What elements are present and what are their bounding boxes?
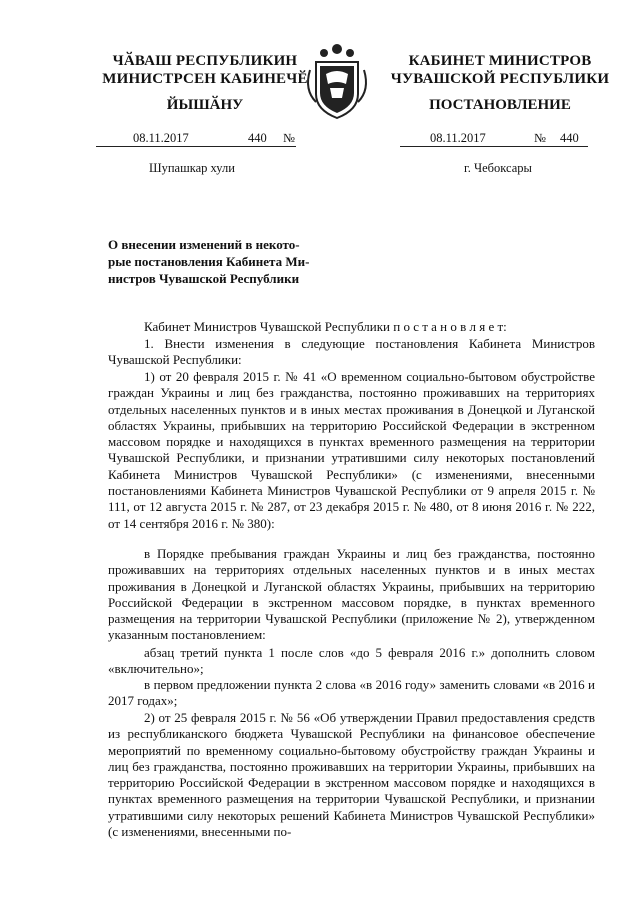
paragraph-4: абзац третий пункта 1 после слов «до 5 февраля 2016 г.» дополнить словом «включительно»; [108,645,595,677]
left-number: 440 [248,131,267,145]
left-org-line1: ЧӐВАШ РЕСПУБЛИКИН [112,53,298,69]
right-doc-type: ПОСТАНОВЛЕНИЕ [429,97,571,113]
left-city: Шупашкар хули [149,161,235,175]
left-org-name [80,52,330,88]
right-date: 08.11.2017 [430,131,486,145]
document-title [108,236,348,287]
intro-paragraph [108,319,595,335]
left-org-line2: МИНИСТРСЕН КАБИНЕЧӖ [102,71,308,87]
intro-prefix: Кабинет Министров Чувашской Республики [144,319,394,334]
title-line-3: нистров Чувашской Республики [108,271,300,286]
right-org-line1: КАБИНЕТ МИНИСТРОВ [408,53,592,69]
left-number-sign: № [283,131,295,145]
intro-decree-word: п о с т а н о в л я е т: [393,319,507,334]
emblem-icon [302,40,372,120]
paragraph-2: 1) от 20 февраля 2015 г. № 41 «О временном социально-бытовом обустройстве граждан Украины и лиц без гражданства, постоянно проживавших на территориях отдельных населенных пунктов и в иных местах проживания в Донецкой и Луганской областях Украины, прибывших на территорию Российской Федерации в экстренном массовом порядке и находящихся в пунктах временного размещения на территории Чувашской Республики, и признании утратившими силу некоторых постановлений Кабинета Министров Чувашской Республики» (с изменениями, внесенными постановлениями Кабинета Министров Чувашской Республики от 9 апреля 2015 г. № 111, от 12 августа 2015 г. № 287, от 23 декабря 2015 г. № 480, от 8 июня 2016 г. № 222, от 14 сентября 2016 г. № 380): [108,369,595,531]
paragraph-1: 1. Внести изменения в следующие постановления Кабинета Министров Чувашской Республики: [108,336,595,368]
left-doc-type: ЙЫШӐНУ [166,97,244,113]
title-line-2: рые постановления Кабинета Ми- [108,254,310,269]
left-date: 08.11.2017 [133,131,189,145]
right-org-line2: ЧУВАШСКОЙ РЕСПУБЛИКИ [390,71,610,87]
right-number-sign: № [534,131,546,145]
right-org-name [375,52,625,88]
right-city: г. Чебоксары [464,161,532,175]
right-number: 440 [560,131,579,145]
paragraph-5: в первом предложении пункта 2 слова «в 2016 году» заменить словами «в 2016 и 2017 годах»; [108,677,595,709]
title-line-1: О внесении изменений в некото- [108,237,300,252]
paragraph-6: 2) от 25 февраля 2015 г. № 56 «Об утверждении Правил предоставления средств из республиканского бюджета Чувашской Республики на финансовое обеспечение мероприятий по временному социально-бытовому обустройству граждан Украины и лиц без гражданства, постоянно проживавших на территории Украины, прибывших на территорию Российской Федерации в экстренном массовом порядке и находящихся в пунктах временного размещения на территории Чувашской Республики, и признании утратившими силу некоторых решений Кабинета Министров Чувашской Республики» (с изменениями, внесенными по- [108,710,595,840]
paragraph-3: в Порядке пребывания граждан Украины и лиц без гражданства, постоянно проживавших на территориях отдельных населенных пунктов и в иных местах проживания в Донецкой и Луганской областях Украины, прибывших на территорию Российской Федерации в экстренном массовом порядке, в пунктах временного размещения на территории Чувашской Республики (приложение № 2), утвержденном указанным постановлением: [108,546,595,643]
